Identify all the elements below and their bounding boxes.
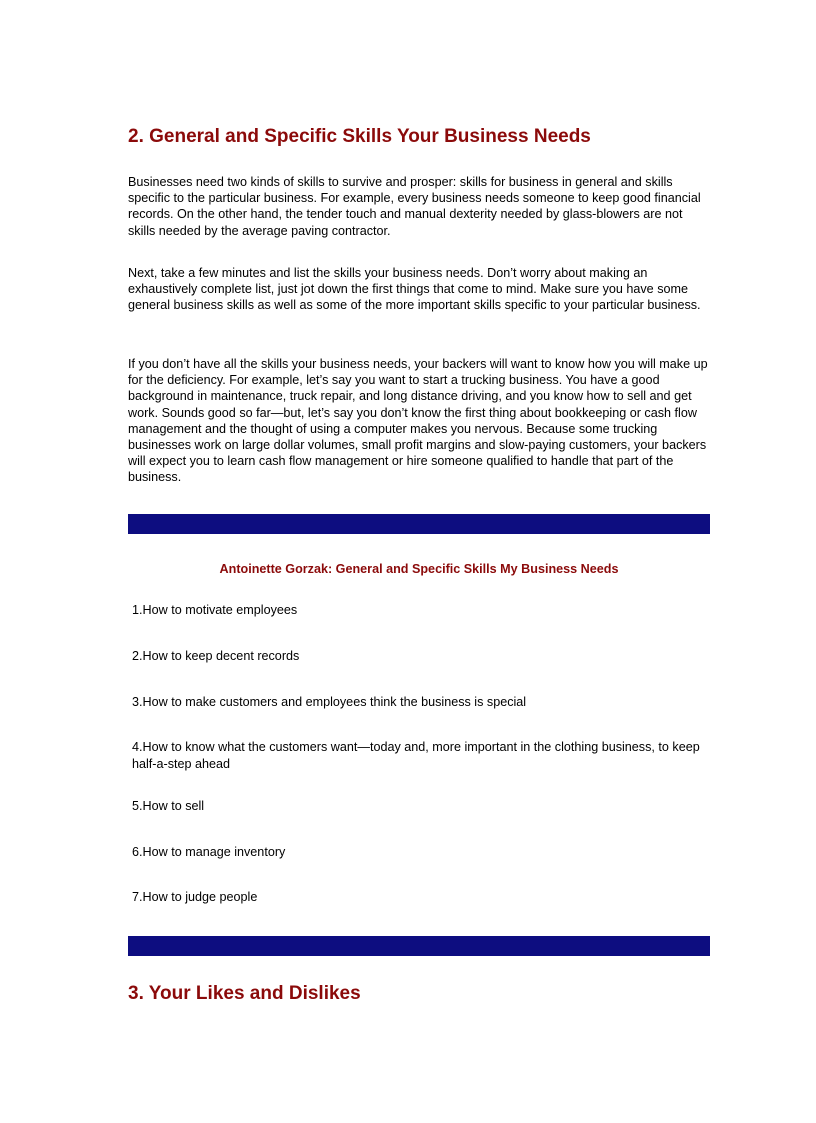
example-list-item: 6.How to manage inventory — [132, 845, 286, 859]
section-3-heading: 3. Your Likes and Dislikes — [128, 983, 361, 1004]
section-2-paragraph-3: If you don’t have all the skills your business needs, your backers will want to know how you will make up for the deficiency. For example, let’s say you want to start a trucking business. You have a good background in maintenance, truck repair, and long distance driving, and you know how to sell and get work. Sounds good so far—but, let’s say you don’t know the first thing about bookkeeping or cash flow management and the thought of using a computer makes you nervous. Because some trucking businesses work on large dollar volumes, small profit margins and slow-paying customers, your backers will expect you to learn cash flow management or hire someone qualified to handle that part of the business. — [128, 357, 708, 485]
example-box-top-band — [128, 514, 710, 534]
example-box-title: Antoinette Gorzak: General and Specific Skills My Business Needs — [219, 562, 619, 576]
example-list-item: 4.How to know what the customers want—today and, more important in the clothing business, to keep half-a-step ahead — [132, 740, 700, 771]
example-list-item: 5.How to sell — [132, 799, 205, 813]
section-2-heading: 2. General and Specific Skills Your Business Needs — [128, 126, 591, 147]
example-list-item: 1.How to motivate employees — [132, 603, 298, 617]
example-list-item: 3.How to make customers and employees think the business is special — [132, 695, 527, 709]
section-2-paragraph-2: Next, take a few minutes and list the skills your business needs. Don’t worry about making an exhaustively complete list, just jot down the first things that come to mind. Make sure you have some general business skills as well as some of the more important skills specific to your particular business. — [128, 266, 701, 313]
example-box-bottom-band — [128, 936, 710, 956]
example-list-item: 2.How to keep decent records — [132, 649, 300, 663]
section-2-paragraph-1: Businesses need two kinds of skills to survive and prosper: skills for business in general and skills specific to the particular business. For example, every business needs someone to keep good financial records. On the other hand, the tender touch and manual dexterity needed by glass-blowers are not skills needed by the average paving contractor. — [128, 175, 701, 238]
example-list-item: 7.How to judge people — [132, 890, 258, 904]
